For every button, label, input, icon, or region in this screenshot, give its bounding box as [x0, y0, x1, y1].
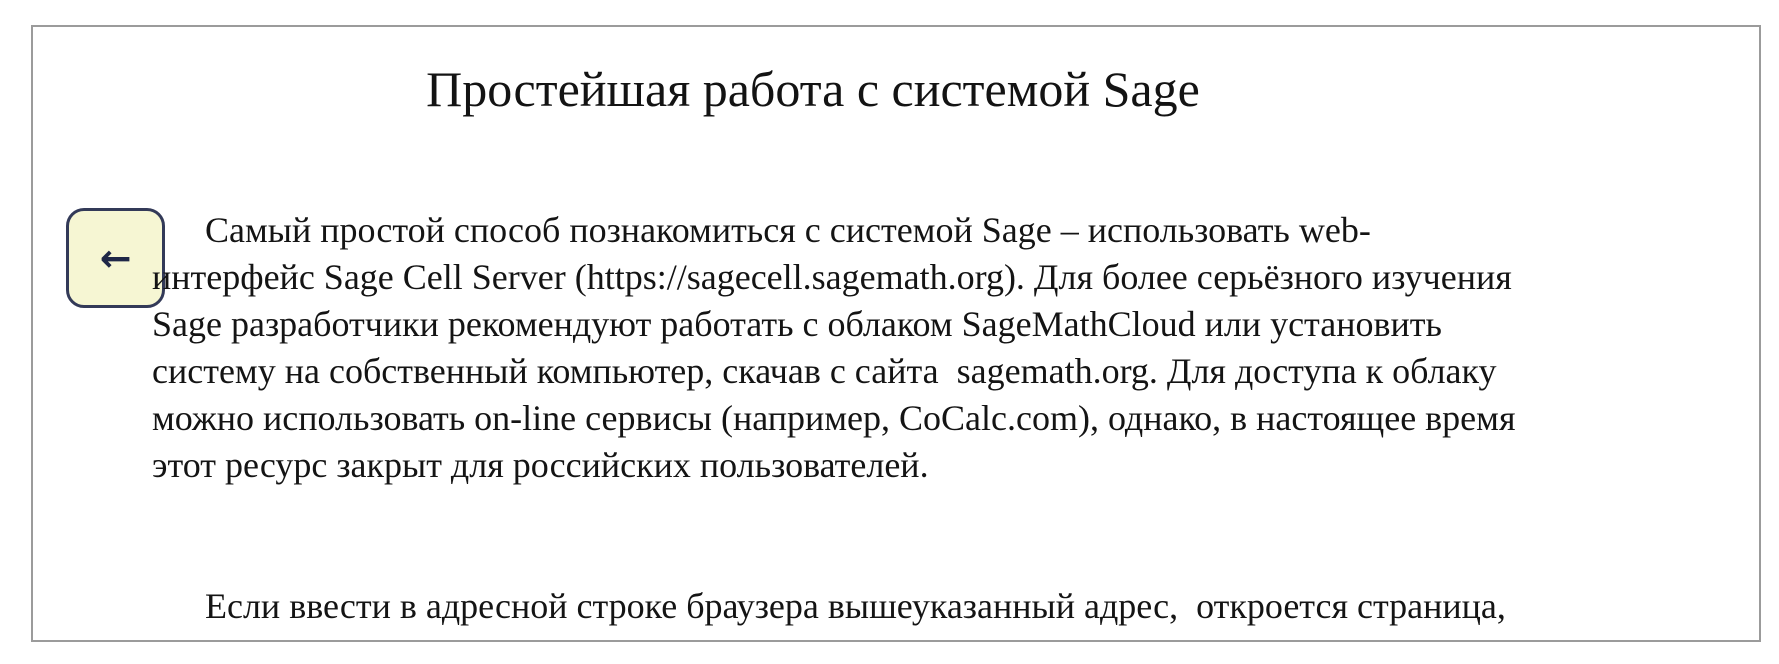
body-text — [152, 207, 1516, 630]
text-line: можно использовать on-line сервисы (например, CoCalc.com), однако, в настоящее время — [152, 398, 1516, 438]
text-line: Если ввести в адресной строке браузера вышеуказанный адрес, откроется страница, — [205, 586, 1506, 626]
text-line: Самый простой способ познакомиться с системой Sage – использовать web- — [205, 210, 1371, 250]
text-line: этот ресурс закрыт для российских пользователей. — [152, 445, 929, 485]
left-arrow-icon: ← — [99, 236, 132, 280]
text-line: систему на собственный компьютер, скачав с сайта sagemath.org. Для доступа к облаку — [152, 351, 1497, 391]
text-line: Sage разработчики рекомендуют работать с облаком SageMathCloud или установить — [152, 304, 1442, 344]
paragraph — [152, 207, 1516, 489]
document-page — [31, 25, 1761, 642]
paragraph — [152, 583, 1516, 630]
text-line: интерфейс Sage Cell Server (https://sagecell.sagemath.org). Для более серьёзного изучения — [152, 257, 1512, 297]
back-button[interactable] — [66, 208, 165, 308]
page-title: Простейшая работа с системой Sage — [426, 61, 1200, 117]
